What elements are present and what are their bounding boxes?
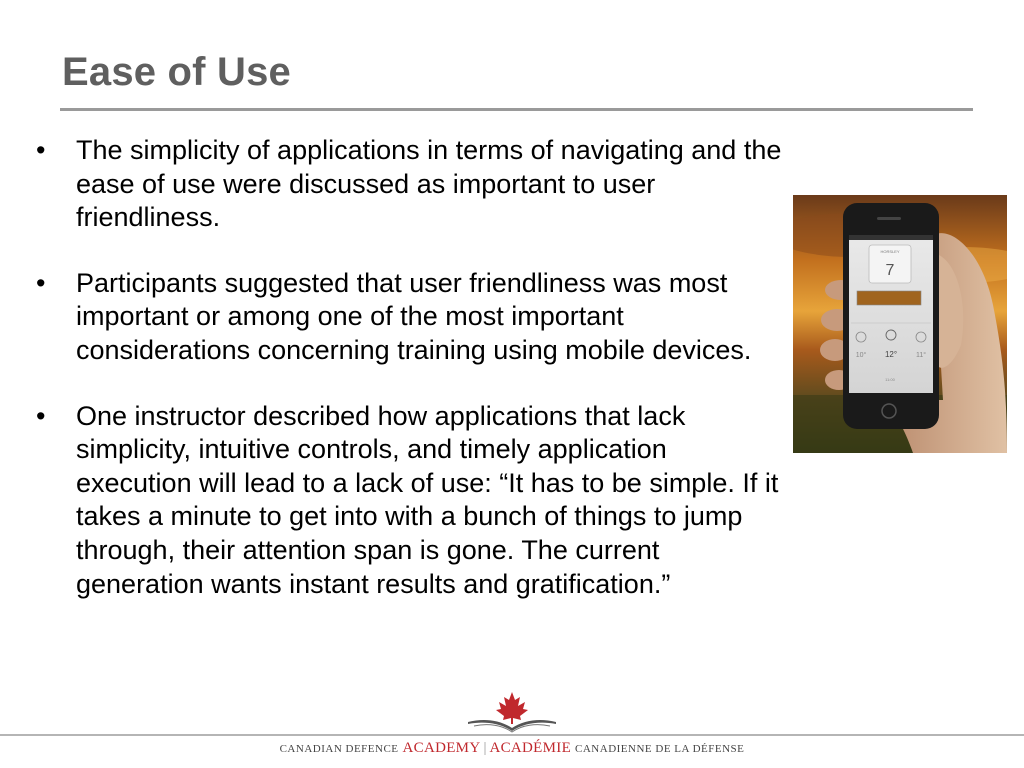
phone-location-label: HORSLEY <box>880 249 900 254</box>
title-divider <box>60 108 973 111</box>
maple-leaf-book-logo-icon <box>462 688 562 734</box>
phone-forecast-2: 12° <box>884 350 898 359</box>
bullet-item <box>36 267 786 368</box>
bullet-text: One instructor described how applications that lack simplicity, intuitive controls, and timely application execution will lead to a lack of use: “It has to be simple. If it takes a minute to get into with a bunch of things to jump through, their attention span is gone. The current generation wants instant results and gratification.” <box>76 400 779 599</box>
footer-academy-wordmark <box>0 739 1024 757</box>
phone-time-label: 11:00 <box>885 377 895 382</box>
bullet-marker: • <box>36 400 46 431</box>
footer-divider <box>0 734 1024 736</box>
footer-academy-fr: ACADÉMIE <box>489 740 572 756</box>
bullet-text: The simplicity of applications in terms of navigating and the ease of use were discussed as important to user friendliness. <box>76 135 782 233</box>
phone-forecast-3: 11° <box>915 352 927 359</box>
footer-prefix: CANADIAN DEFENCE <box>279 743 399 755</box>
bullet-text: Participants suggested that user friendliness was most important or among one of the most important considerations concerning training using mobile devices. <box>76 267 752 365</box>
bullet-item <box>36 400 786 602</box>
bullet-list <box>36 134 786 633</box>
slide-title: Ease of Use <box>62 50 291 94</box>
phone-current-temp: 7 <box>885 262 895 279</box>
phone-forecast-1: 10° <box>855 352 867 359</box>
bullet-item <box>36 134 786 235</box>
bullet-marker: • <box>36 267 46 298</box>
bullet-marker: • <box>36 135 46 165</box>
footer-suffix: CANADIENNE DE LA DÉFENSE <box>575 743 745 755</box>
hand-holding-phone-photo <box>793 195 1007 453</box>
footer-separator: | <box>483 740 487 756</box>
footer-academy-en: ACADEMY <box>402 740 481 756</box>
